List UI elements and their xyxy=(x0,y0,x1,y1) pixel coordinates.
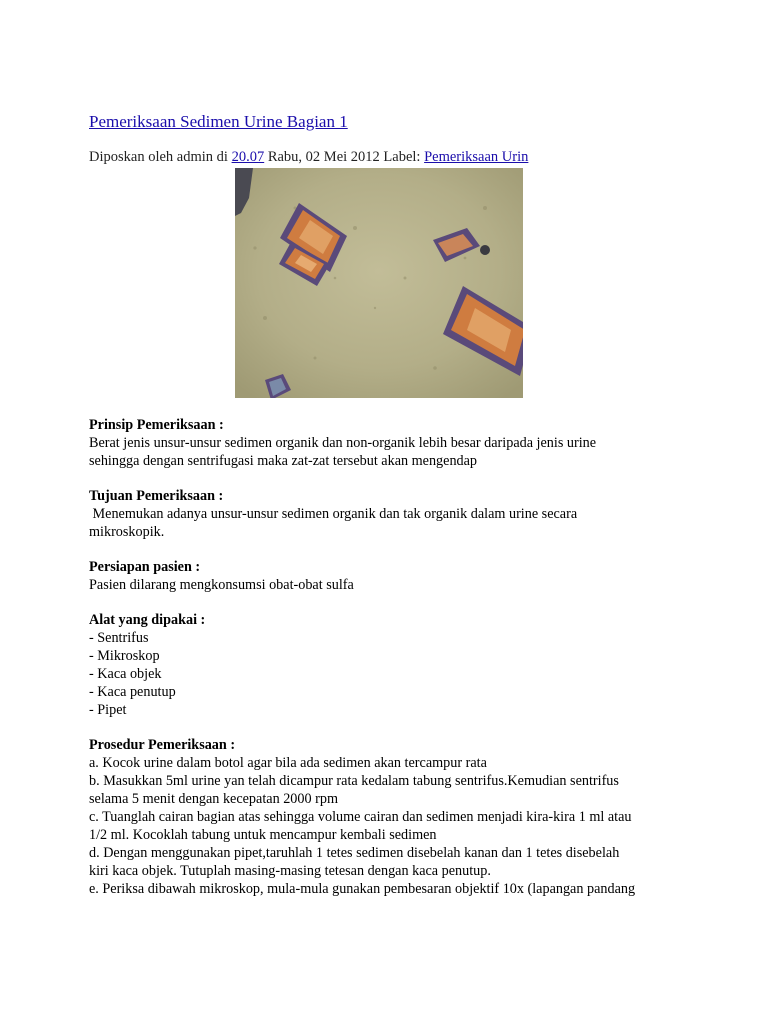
section-alat xyxy=(89,611,679,719)
section-heading: Tujuan Pemeriksaan : xyxy=(89,488,224,504)
section-heading: Persiapan pasien : xyxy=(89,559,201,575)
post-title[interactable]: Pemeriksaan Sedimen Urine Bagian 1 xyxy=(89,112,348,131)
section-prinsip xyxy=(89,416,679,470)
post-label-link[interactable]: Pemeriksaan Urin xyxy=(424,149,529,165)
procedure-step: a. Kocok urine dalam botol agar bila ada sedimen akan tercampur rata xyxy=(89,755,487,771)
procedure-step: b. Masukkan 5ml urine yan telah dicampur rata kedalam tabung sentrifus.Kemudian sentrifus xyxy=(89,773,619,789)
procedure-step: selama 5 menit dengan kecepatan 2000 rpm xyxy=(89,791,338,807)
post-meta xyxy=(89,149,528,166)
procedure-step: kiri kaca objek. Tutuplah masing-masing tetesan dengan kaca penutup. xyxy=(89,863,491,879)
microscope-crystal-image xyxy=(235,168,523,398)
procedure-step: e. Periksa dibawah mikroskop, mula-mula gunakan pembesaran objektif 10x (lapangan pandang xyxy=(89,881,636,897)
meta-prefix: Diposkan oleh admin di xyxy=(89,149,228,165)
post-time-link[interactable]: 20.07 xyxy=(231,149,265,165)
procedure-step: 1/2 ml. Kocoklah tabung untuk mencampur kembali sedimen xyxy=(89,827,437,843)
section-persiapan xyxy=(89,558,679,594)
body-line: Berat jenis unsur-unsur sedimen organik dan non-organik lebih besar daripada jenis urine xyxy=(89,435,597,451)
procedure-step: d. Dengan menggunakan pipet,taruhlah 1 tetes sedimen disebelah kanan dan 1 tetes disebelah xyxy=(89,845,620,861)
body-line: Pasien dilarang mengkonsumsi obat-obat sulfa xyxy=(89,577,354,593)
section-heading: Prosedur Pemeriksaan : xyxy=(89,737,236,753)
body-line: sehingga dengan sentrifugasi maka zat-zat tersebut akan mengendap xyxy=(89,453,478,469)
post-body xyxy=(89,416,679,915)
list-item: - Pipet xyxy=(89,702,127,718)
list-item: - Mikroskop xyxy=(89,648,160,664)
list-item: - Kaca penutup xyxy=(89,684,176,700)
list-item: - Sentrifus xyxy=(89,630,149,646)
list-item: - Kaca objek xyxy=(89,666,162,682)
section-heading: Alat yang dipakai : xyxy=(89,612,206,628)
crystal-photo-svg xyxy=(235,168,523,398)
body-line: mikroskopik. xyxy=(89,524,165,540)
procedure-step: c. Tuanglah cairan bagian atas sehingga volume cairan dan sedimen menjadi kira-kira 1 ml atau xyxy=(89,809,632,825)
section-heading: Prinsip Pemeriksaan : xyxy=(89,417,224,433)
post-date: Rabu, 02 Mei 2012 Label: xyxy=(267,149,421,165)
section-prosedur xyxy=(89,736,679,898)
section-tujuan xyxy=(89,487,679,541)
body-line: Menemukan adanya unsur-unsur sedimen organik dan tak organik dalam urine secara xyxy=(89,506,578,522)
